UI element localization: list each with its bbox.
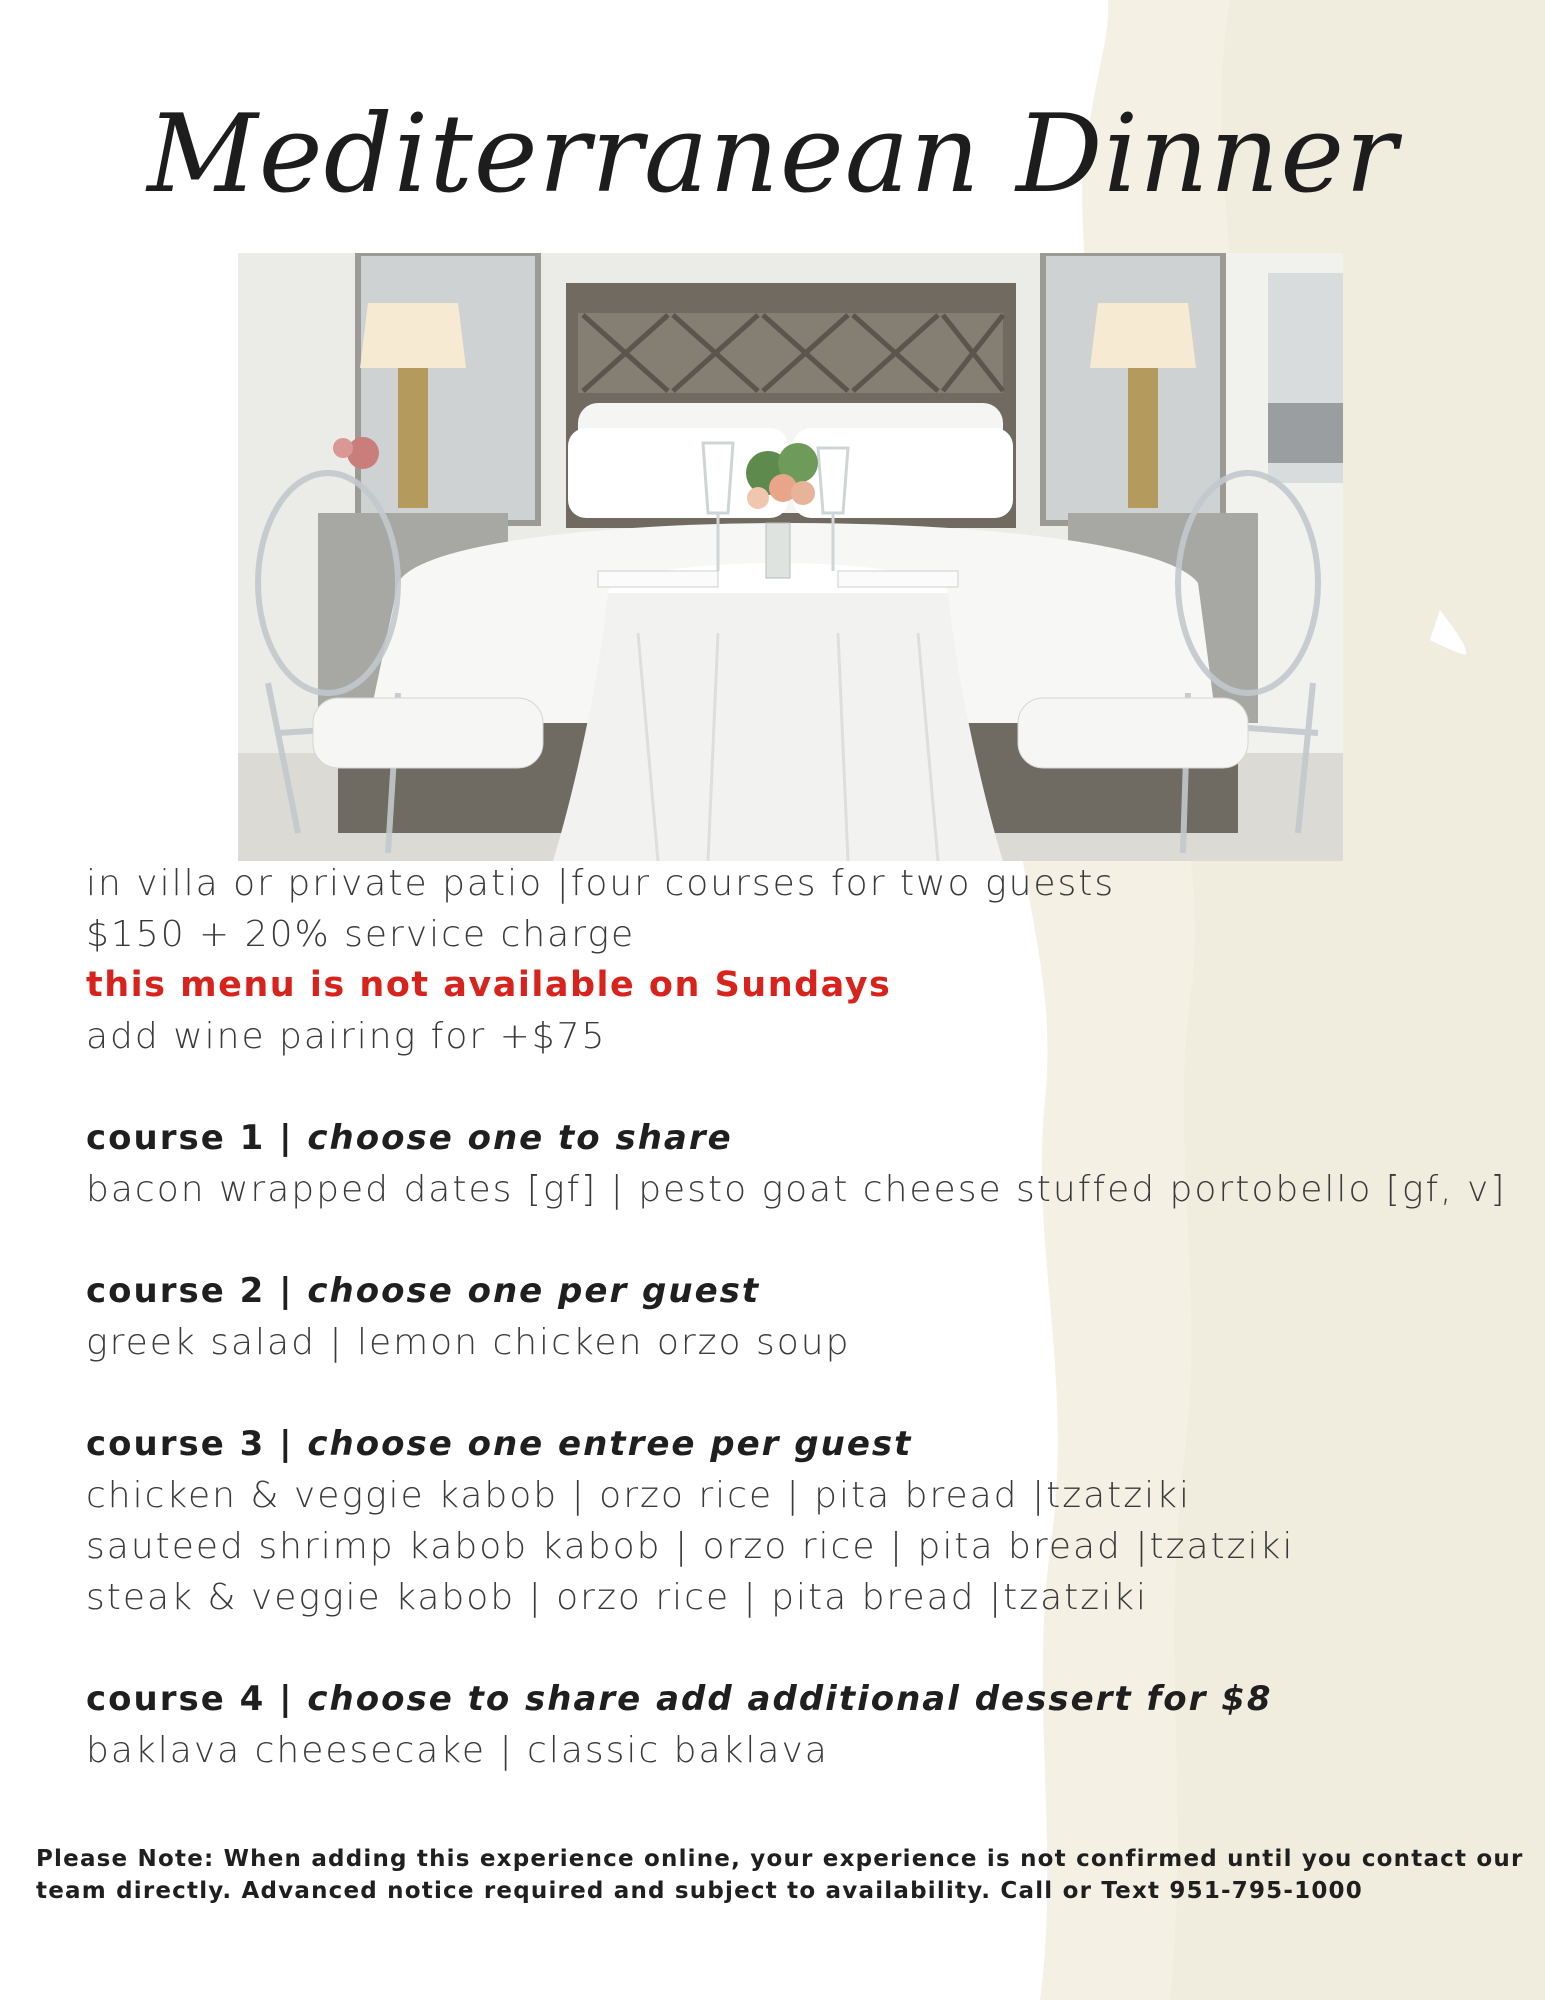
romantic-bedroom-dinner-photo	[238, 253, 1343, 861]
course-instruction: choose one per guest	[307, 1271, 761, 1311]
page-title: Mediterranean Dinner	[147, 92, 1398, 217]
course-heading	[86, 1419, 1486, 1470]
course-label: course 4 |	[86, 1679, 308, 1719]
course-item: chicken & veggie kabob | orzo rice | pita bread |tzatziki	[86, 1475, 1192, 1516]
course-instruction: choose one entree per guest	[307, 1424, 913, 1464]
course-label: course 2 |	[86, 1271, 308, 1311]
availability-notice: this menu is not available on Sundays	[86, 965, 892, 1005]
course-item: bacon wrapped dates [gf] | pesto goat cheese stuffed portobello [gf, v]	[86, 1169, 1507, 1210]
course-item: baklava cheesecake | classic baklava	[86, 1730, 829, 1771]
course-1	[86, 1113, 1507, 1215]
course-instruction: choose to share add additional dessert for $8	[307, 1679, 1273, 1719]
course-heading	[86, 1113, 1486, 1164]
course-instruction: choose one to share	[307, 1118, 733, 1158]
course-item: greek salad | lemon chicken orzo soup	[86, 1322, 851, 1363]
course-item: sauteed shrimp kabob kabob | orzo rice | pita bread |tzatziki	[86, 1526, 1295, 1567]
course-item: steak & veggie kabob | orzo rice | pita bread |tzatziki	[86, 1577, 1149, 1618]
menu-content	[86, 858, 1507, 1776]
course-4	[86, 1674, 1486, 1776]
intro-price: $150 + 20% service charge	[86, 914, 636, 955]
booking-note: Please Note: When adding this experience online, your experience is not confirmed until you contact our team directly. Advanced notice required and subject to availability. Call or Text 951-795-1000	[36, 1846, 1524, 1904]
intro-location: in villa or private patio |four courses for two guests	[86, 863, 1116, 904]
course-heading	[86, 1674, 1486, 1725]
course-label: course 1 |	[86, 1118, 308, 1158]
wine-pairing: add wine pairing for +$75	[86, 1016, 607, 1057]
course-label: course 3 |	[86, 1424, 308, 1464]
course-2	[86, 1266, 1486, 1368]
course-3	[86, 1419, 1486, 1623]
course-heading	[86, 1266, 1486, 1317]
